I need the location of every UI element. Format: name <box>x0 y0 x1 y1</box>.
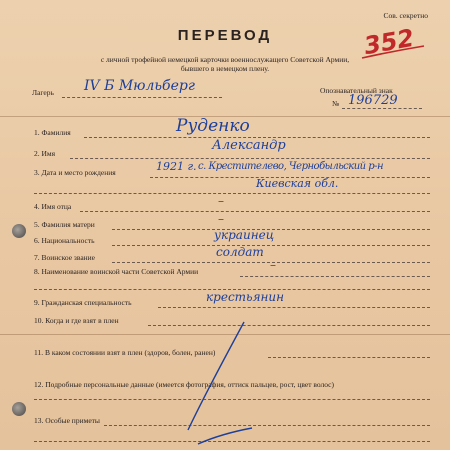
ident-label: Опознавательный знак <box>320 86 393 95</box>
field-mother-value: – <box>218 212 224 226</box>
field-father-value: – <box>218 194 224 208</box>
document-title: ПЕРЕВОД <box>177 27 273 44</box>
camp-value: IV Б Мюльберг <box>84 78 195 94</box>
ident-value: 196729 <box>348 93 398 108</box>
pen-stroke-diagonal <box>188 322 244 430</box>
field-rank-label: 7. Воинское звание <box>34 253 96 262</box>
punch-hole <box>12 224 26 238</box>
document-subtitle-line-1: с личной трофейной немецкой карточки военнослужащего Советской Армии, <box>100 55 350 64</box>
punch-hole <box>12 402 26 416</box>
field-line <box>158 306 430 308</box>
stamp-number: 352 <box>361 23 417 61</box>
field-surname-label: 1. Фамилия <box>34 128 71 137</box>
field-birth-year: 1921 г. <box>156 160 197 173</box>
field-line <box>34 398 430 400</box>
paper-fold <box>0 334 450 335</box>
field-name-label: 2. Имя <box>34 149 56 158</box>
field-line <box>112 244 430 246</box>
field-line <box>148 324 430 326</box>
field-line <box>34 440 430 442</box>
field-condition-label: 11. В каком состоянии взят в плен (здоров, болен, ранен) <box>34 348 216 357</box>
field-rank-value: солдат <box>216 245 264 259</box>
field-profession-value: крестьянин <box>206 290 285 304</box>
field-birth-place: с. Крестителево, Чернобыльский р-н <box>198 161 384 172</box>
field-birth-region: Киевская обл. <box>256 177 339 190</box>
field-line <box>34 192 430 194</box>
field-line <box>240 275 430 277</box>
field-profession-label: 9. Гражданская специальность <box>34 298 132 307</box>
field-line <box>268 356 430 358</box>
field-unit-label: 8. Наименование воинской части Советской Армии <box>34 267 199 276</box>
camp-line <box>62 96 222 98</box>
field-captured-label: 10. Когда и где взят в плен <box>34 316 119 325</box>
field-nationality-label: 6. Национальность <box>34 236 95 245</box>
field-line <box>70 157 430 159</box>
camp-label: Лагерь <box>32 88 54 97</box>
field-surname-value: Руденко <box>176 116 250 136</box>
field-unit-value: – <box>270 258 276 272</box>
field-father-label: 4. Имя отца <box>34 202 72 211</box>
ident-prefix: № <box>332 99 340 108</box>
field-birth-label: 3. Дата и место рождения <box>34 168 116 177</box>
field-marks-label: 13. Особые приметы <box>34 416 100 425</box>
document-subtitle-line-2: бывшего в немецком плену. <box>180 64 270 73</box>
field-name-value: Александр <box>212 138 286 153</box>
field-mother-label: 5. Фамилия матери <box>34 220 95 229</box>
field-nationality-value: украинец <box>214 228 275 242</box>
secrecy-label: Сов. секретно <box>383 11 428 20</box>
field-line <box>80 210 430 212</box>
field-line <box>104 424 430 426</box>
field-personal-data-label: 12. Подробные персональные данные (имеется фотография, оттиск пальцев, рост, цвет волос) <box>34 380 334 389</box>
